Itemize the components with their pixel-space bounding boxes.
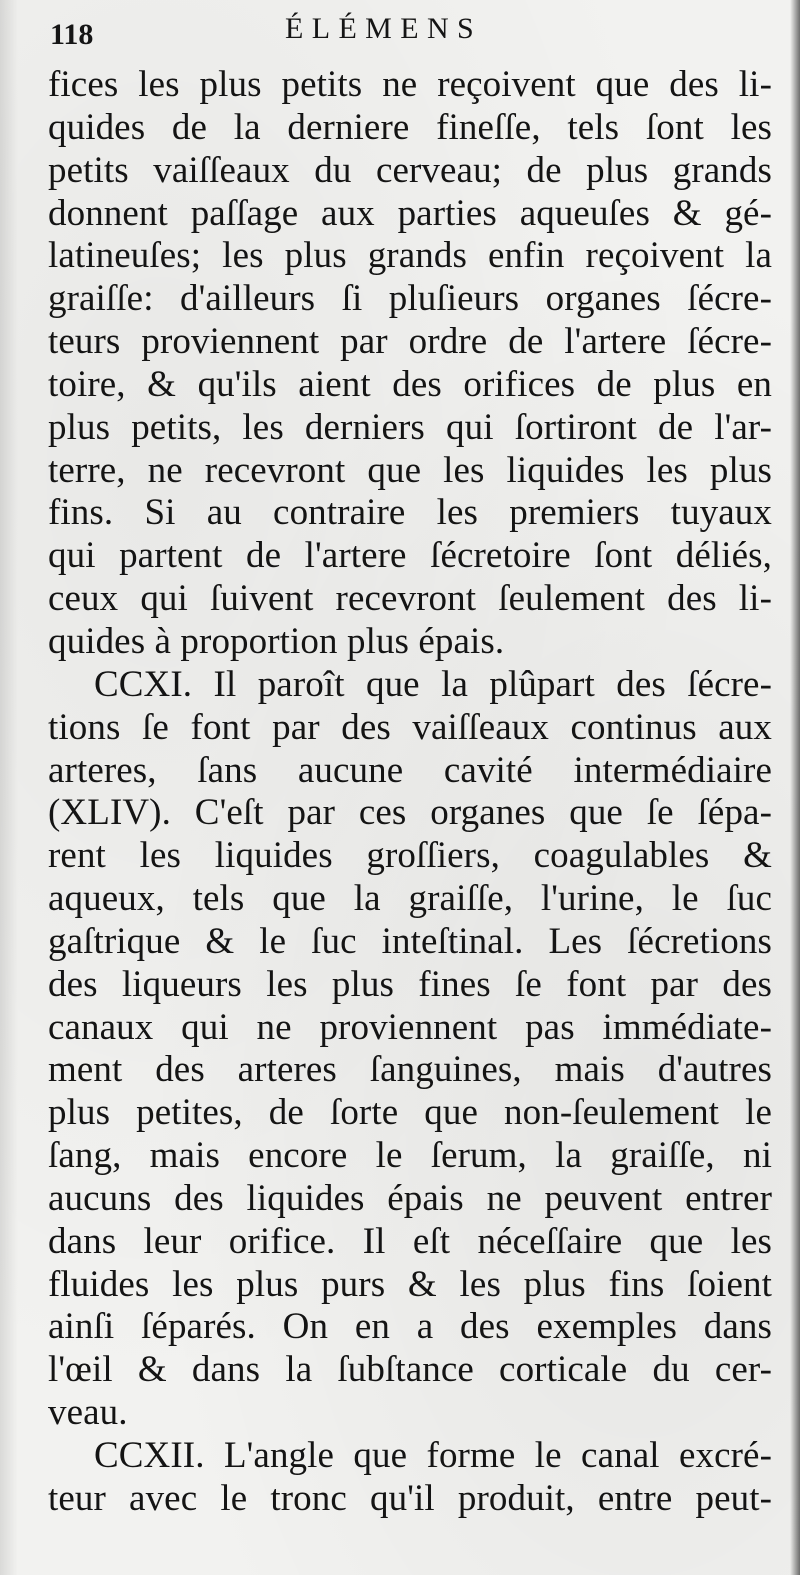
text-line: rent les liquides groſſiers, coagulables & <box>48 835 772 877</box>
text-line: ment des arteres ſanguines, mais d'autres <box>48 1049 772 1091</box>
text-line: aucuns des liquides épais ne peuvent entrer <box>48 1177 772 1219</box>
text-line: dans leur orifice. Il eſt néceſſaire que les <box>48 1220 772 1262</box>
text-line: fluides les plus purs & les plus fins ſoient <box>48 1263 772 1305</box>
text-line: canaux qui ne proviennent pas immédiate- <box>48 1006 772 1048</box>
body-text <box>48 64 772 1521</box>
section-heading-line: CCXI. Il paroît que la plûpart des ſécre- <box>94 663 772 705</box>
text-line: ceux qui ſuivent recevront ſeulement des li- <box>48 578 772 620</box>
text-line: arteres, ſans aucune cavité intermédiaire <box>48 749 772 791</box>
text-line: terre, ne recevront que les liquides les plus <box>48 449 772 491</box>
text-line: fins. Si au contraire les premiers tuyaux <box>48 492 772 534</box>
text-line: aqueux, tels que la graiſſe, l'urine, le ſuc <box>48 878 772 920</box>
text-line: des liqueurs les plus fines ſe font par des <box>48 963 772 1005</box>
text-line: (XLIV). C'eſt par ces organes que ſe ſépa- <box>48 792 772 834</box>
text-line: ainſi ſéparés. On en a des exemples dans <box>48 1306 772 1348</box>
text-line: fices les plus petits ne reçoivent que des li- <box>48 64 772 105</box>
page-number: 118 <box>50 18 94 51</box>
text-line: teur avec le tronc qu'il produit, entre peut- <box>48 1477 772 1519</box>
text-line: l'œil & dans la ſubſtance corticale du cer- <box>48 1349 772 1391</box>
text-line: latineuſes; les plus grands enfin reçoivent la <box>48 235 772 277</box>
text-line: plus petits, les derniers qui ſortiront de l'ar- <box>48 406 772 448</box>
text-line: gaſtrique & le ſuc inteſtinal. Les ſécretions <box>48 920 772 962</box>
text-line: quides à proportion plus épais. <box>48 620 505 662</box>
text-line: plus petites, de ſorte que non-ſeulement le <box>48 1092 772 1134</box>
text-line: ſang, mais encore le ſerum, la graiſſe, ni <box>48 1135 772 1177</box>
text-line: toire, & qu'ils aient des orifices de plus en <box>48 363 772 405</box>
text-line: teurs proviennent par ordre de l'artere ſécre- <box>48 321 772 363</box>
text-line: quides de la derniere fineſſe, tels ſont les <box>48 106 772 148</box>
text-line: graiſſe: d'ailleurs ſi pluſieurs organes ſécre- <box>48 278 772 320</box>
running-title: ÉLÉMENS <box>285 12 483 45</box>
section-heading-line: CCXII. L'angle que forme le canal excré- <box>94 1435 772 1476</box>
text-line: veau. <box>48 1392 128 1434</box>
page-edge-shadow <box>790 0 800 1575</box>
text-line: tions ſe font par des vaiſſeaux continus aux <box>48 706 772 748</box>
text-line: petits vaiſſeaux du cerveau; de plus grands <box>48 149 772 191</box>
text-line: donnent paſſage aux parties aqueuſes & gé- <box>48 192 772 234</box>
page-header <box>50 12 770 52</box>
text-line: qui partent de l'artere ſécretoire ſont déliés, <box>48 535 772 577</box>
